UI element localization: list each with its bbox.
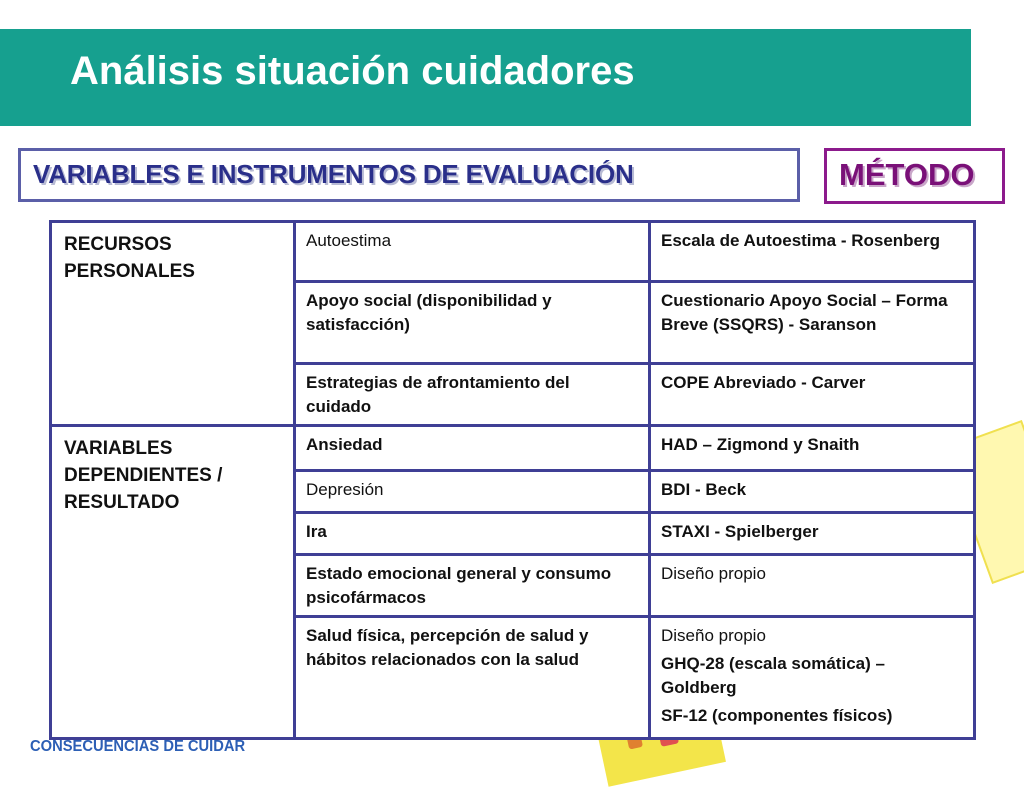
variable-cell: Estrategias de afrontamiento del cuidado — [295, 364, 650, 426]
instrument-cell — [650, 282, 975, 364]
instrument-text: Cuestionario Apoyo Social – Forma Breve (SSQRS) - Saranson — [661, 291, 948, 334]
instrument-text: Diseño propio — [661, 564, 766, 583]
instrument-cell — [650, 513, 975, 555]
instrument-text: GHQ-28 (escala somática) – Goldberg — [661, 654, 885, 697]
category-cell: VARIABLES DEPENDIENTES / RESULTADO — [51, 426, 295, 739]
instrument-cell — [650, 426, 975, 471]
section-label-box — [18, 148, 800, 202]
method-badge — [824, 148, 1005, 204]
instrument-cell — [650, 471, 975, 513]
variable-cell: Ansiedad — [295, 426, 650, 471]
category-cell: RECURSOS PERSONALES — [51, 222, 295, 426]
section-label: VARIABLES E INSTRUMENTOS DE EVALUACIÓN — [33, 159, 634, 189]
variables-instruments-table — [49, 220, 976, 740]
title-bar — [0, 29, 971, 126]
variable-cell: Ira — [295, 513, 650, 555]
table-row — [51, 426, 975, 471]
method-badge-label: MÉTODO — [839, 157, 975, 192]
instrument-cell — [650, 555, 975, 617]
table-row — [51, 222, 975, 282]
variable-cell: Estado emocional general y consumo psicofármacos — [295, 555, 650, 617]
instrument-cell — [650, 222, 975, 282]
instrument-text: Diseño propio — [661, 626, 766, 645]
slide-title: Análisis situación cuidadores — [70, 49, 635, 93]
variable-cell: Salud física, percepción de salud y hábitos relacionados con la salud — [295, 617, 650, 739]
instrument-text: STAXI - Spielberger — [661, 522, 819, 541]
instrument-text: SF-12 (componentes físicos) — [661, 706, 893, 725]
instrument-text: COPE Abreviado - Carver — [661, 373, 866, 392]
instrument-text: HAD – Zigmond y Snaith — [661, 435, 860, 454]
variable-cell: Depresión — [295, 471, 650, 513]
instrument-cell — [650, 617, 975, 739]
instrument-text: Escala de Autoestima - Rosenberg — [661, 231, 941, 250]
instrument-cell — [650, 364, 975, 426]
variable-cell: Autoestima — [295, 222, 650, 282]
footer-text: CONSECUENCIAS DE CUIDAR — [30, 738, 246, 755]
variable-cell: Apoyo social (disponibilidad y satisfacción) — [295, 282, 650, 364]
instrument-text: BDI - Beck — [661, 480, 747, 499]
